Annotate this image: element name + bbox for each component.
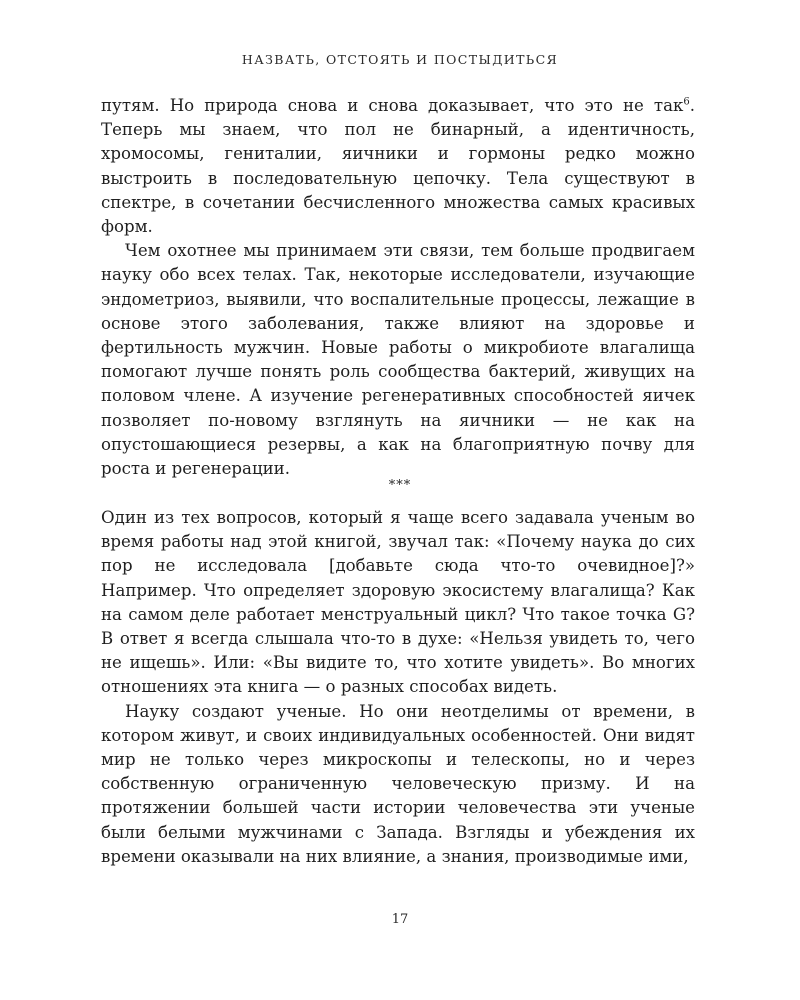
page-number: 17 — [391, 912, 409, 927]
paragraph-continuation — [101, 94, 695, 239]
text-block-upper — [101, 94, 695, 481]
paragraph: Чем охотнее мы принимаем эти связи, тем больше продвигаем науку обо всех телах. Так, некоторые исследователи, изучающие эндометриоз, выявили, что воспалительные процессы, лежащие в основе этого заболевания, также влияют на здоровье и фертильность мужчин. Новые работы о микробиоте влагалища помогают лучше понять роль сообщества бактерий, живущих на половом члене. А изучение регенеративных способностей яичек позволяет по-новому взглянуть на яичники — не как на опустошающиеся резервы, а как на благоприятную почву для роста и регенерации. — [101, 241, 695, 479]
paragraph: Науку создают ученые. Но они неотделимы от времени, в котором живут, и своих индивидуальных особенностей. Они видят мир не только через микроскопы и телескопы, но и через собственную ограниченную человеческую призму. И на протяжении большей части истории человечества эти ученые были белыми мужчинами с Запада. Взгляды и убеждения их времени оказывали на них влияние, а знания, производимые ими, — [101, 701, 695, 866]
text-block-lower — [101, 506, 695, 869]
footnote-marker[interactable]: 6 — [683, 96, 690, 108]
paragraph-text: путям. Но природа снова и снова доказывает, что это не так — [101, 96, 684, 115]
paragraph-text: . Теперь мы знаем, что пол не бинарный, а идентичность, хромосомы, гениталии, яичники и гормоны редко можно выстроить в последовательную цепочку. Тела существуют в спектре, в сочетании бесчисленного множества самых красивых форм. — [101, 96, 695, 237]
running-head: НАЗВАТЬ, ОТСТОЯТЬ И ПОСТЫДИТЬСЯ — [241, 52, 559, 67]
section-separator: *** — [388, 478, 412, 493]
paragraph: Один из тех вопросов, который я чаще всего задавала ученым во время работы над этой книгой, звучал так: «Почему наука до сих пор не исследовала [добавьте сюда что-то очевидное]?» Например. Что определяет здоровую экосистему влагалища? Как на самом деле работает менструальный цикл? Что такое точка G? В ответ я всегда слышала что-то в духе: «Нельзя увидеть то, чего не ищешь». Или: «Вы видите то, что хотите увидеть». Во многих отношениях эта книга — о разных способах видеть. — [101, 508, 695, 697]
